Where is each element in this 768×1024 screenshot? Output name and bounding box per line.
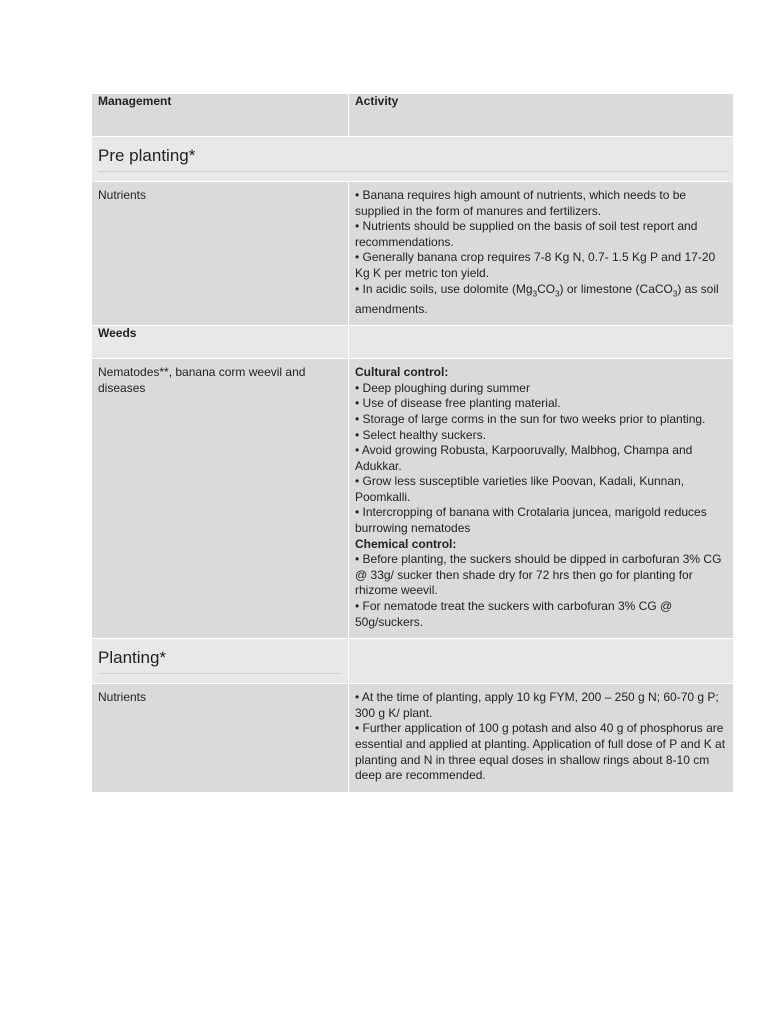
section-title-pre-planting: Pre planting*	[98, 141, 727, 172]
management-table	[91, 93, 734, 793]
activity-line: • For nematode treat the suckers with carbofuran 3% CG @ 50g/suckers.	[355, 599, 673, 629]
activity-line: • Intercropping of banana with Crotalaria juncea, marigold reduces burrowing nematodes	[355, 505, 707, 536]
activity-line: • Grow less susceptible varieties like Poovan, Kadali, Kunnan, Poomkalli.	[355, 474, 685, 504]
management-pests: Nematodes**, banana corm weevil and diseases	[92, 359, 349, 639]
activity-line: • Storage of large corms in the sun for two weeks prior to planting.	[355, 411, 706, 426]
activity-line-acidic-soils: • In acidic soils, use dolomite $(Mg_3CO_3)$ or limestone (CaCO$_3$) as soil amendments.	[355, 281, 719, 316]
cultural-control-heading: Cultural control:	[355, 365, 449, 380]
activity-line: • Before planting, the suckers should be dipped in carbofuran 3% CG @ 33g/ sucker then shade dry for 72 hrs then go for planting for rhizome weevil.	[355, 552, 722, 598]
management-nutrients: Nutrients	[92, 684, 349, 793]
section-row-planting	[92, 639, 734, 684]
header-activity: Activity	[349, 94, 734, 137]
section-title-planting: Planting*	[98, 643, 342, 674]
activity-line: • Nutrients should be supplied on the basis of soil test report and recommendations.	[355, 219, 698, 249]
activity-line: • Select healthy suckers.	[355, 427, 486, 442]
activity-line: • Generally banana crop requires 7-8 Kg N, 0.7- 1.5 Kg P and 17-20 Kg K per metric ton yield.	[355, 250, 716, 280]
activity-pests	[349, 359, 734, 639]
activity-line: • Use of disease free planting material.	[355, 396, 561, 411]
activity-line: • Banana requires high amount of nutrients, which needs to be supplied in the form of manures and fertilizers.	[355, 188, 687, 218]
table-row-weeds	[92, 326, 734, 359]
section-cell	[92, 137, 734, 182]
table-row-pre-nutrients	[92, 182, 734, 326]
section-row-pre-planting	[92, 137, 734, 182]
management-nutrients: Nutrients	[92, 182, 349, 326]
header-management: Management	[92, 94, 349, 137]
activity-line: • Avoid growing Robusta, Karpooruvally, Malbhog, Champa and Adukkar.	[355, 443, 693, 473]
section-cell	[92, 639, 349, 684]
activity-nutrients	[349, 684, 734, 793]
chemical-control-heading: Chemical control:	[355, 536, 457, 551]
table-header-row	[92, 94, 734, 137]
activity-nutrients	[349, 182, 734, 326]
table-row-planting-nutrients	[92, 684, 734, 793]
management-weeds: Weeds	[92, 326, 349, 359]
activity-line: • Deep ploughing during summer	[355, 380, 530, 395]
activity-line: • At the time of planting, apply 10 kg FYM, 200 – 250 g N; 60-70 g P; 300 g K/ plant.	[355, 690, 719, 720]
section-cell-empty	[349, 639, 734, 684]
table-row-pests	[92, 359, 734, 639]
activity-weeds-empty	[349, 326, 734, 359]
activity-line: • Further application of 100 g potash and also 40 g of phosphorus are essential and applied at planting. Application of full dose of P and K at planting and N in three equal doses in shallow rings about 8-10 cm deep are recommended.	[355, 721, 726, 783]
